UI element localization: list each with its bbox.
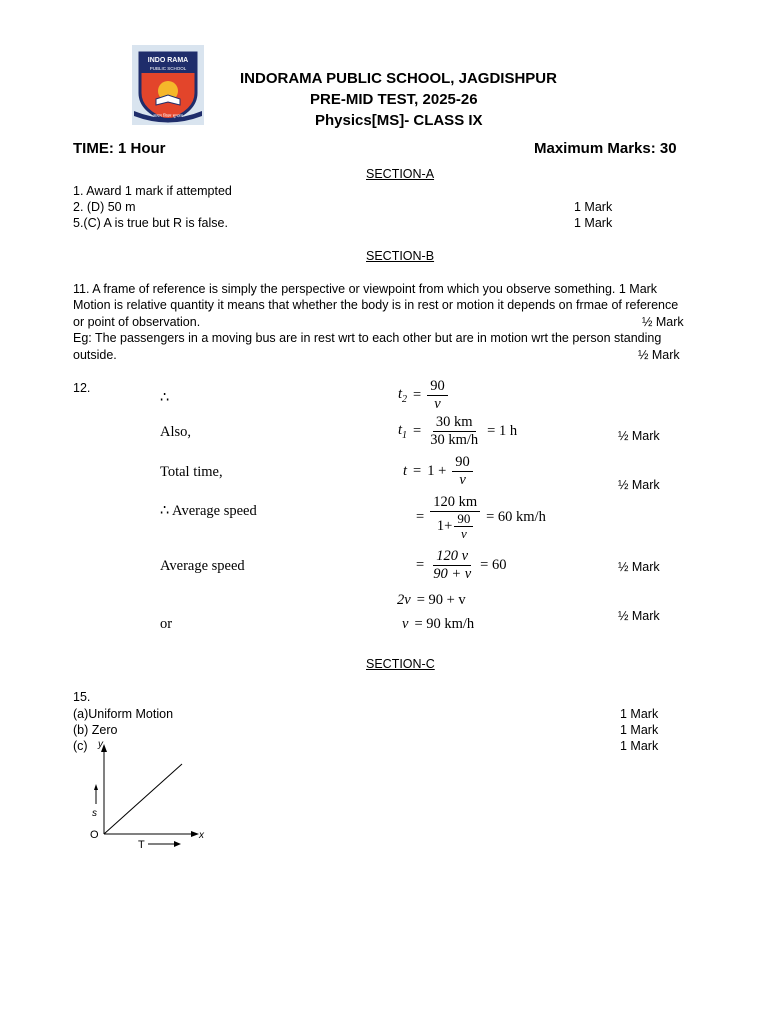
graph-s-label: s <box>92 808 97 819</box>
subject-class: Physics[MS]- CLASS IX <box>315 112 483 129</box>
q12-therefore: ∴ <box>160 390 170 406</box>
graph-x-arrowhead <box>191 831 199 837</box>
section-c-title: SECTION-C <box>366 657 435 671</box>
logo-motto: सत्यम शिवम सुन्दरम <box>153 113 183 118</box>
q12-mark-2: ½ Mark <box>618 478 660 492</box>
q11-line-1: 11. A frame of reference is simply the perspective or viewpoint from which you observe something. 1 Mark <box>73 282 658 296</box>
section-a-title: SECTION-A <box>366 167 435 181</box>
q15-a: (a)Uniform Motion <box>73 707 174 721</box>
q11-line-5: outside. <box>73 348 117 362</box>
q12-total-time: Total time, <box>160 464 223 480</box>
section-b-title: SECTION-B <box>366 249 435 263</box>
q11-line-4: Eg: The passengers in a moving bus are in rest wrt to each other but are in motion wrt the person standing <box>73 331 662 345</box>
logo-text-top: INDO RAMA <box>147 57 189 64</box>
q12-eq4: = 120 km 1+ $\frac{90}{v}$ = 60 km/h <box>416 494 546 541</box>
q12-number: 12. <box>73 381 91 395</box>
max-marks-label: Maximum Marks: 30 <box>534 140 677 157</box>
distance-time-graph <box>86 736 216 852</box>
graph-x-label: x <box>199 830 204 841</box>
section-a-mark-3: 1 Mark <box>574 216 613 230</box>
q12-also: Also, <box>160 424 192 440</box>
t-arrowhead <box>174 841 181 847</box>
q12-mark-1: ½ Mark <box>618 429 660 443</box>
section-a-line-1: 1. Award 1 mark if attempted <box>73 184 232 198</box>
q15-mark-a: 1 Mark <box>620 707 659 721</box>
q15-number: 15. <box>73 690 91 704</box>
q12-eq1: $t_2$ = $\frac{90}{v}$ <box>398 378 448 413</box>
q11-mark-3: ½ Mark <box>642 315 684 329</box>
q12-eq5: = $\frac{120 v}{90 + v}$ = 60 <box>416 548 507 582</box>
q12-eq6: 2v = 90 + v <box>397 592 466 608</box>
q15-mark-c: 1 Mark <box>620 739 659 753</box>
graph-line <box>104 764 182 834</box>
q15-mark-b: 1 Mark <box>620 723 659 737</box>
section-a-line-3: 5.(C) A is true but R is false. <box>73 216 228 230</box>
graph-t-label: T <box>138 839 145 851</box>
graph-origin-label: O <box>90 829 99 841</box>
q12-mark-4: ½ Mark <box>618 609 660 623</box>
section-a-mark-2: 1 Mark <box>574 200 613 214</box>
q12-mark-3: ½ Mark <box>618 560 660 574</box>
section-a-line-2: 2. (D) 50 m <box>73 200 136 214</box>
q11-line-3: or point of observation. <box>73 315 201 329</box>
graph-y-label: y <box>98 739 103 750</box>
q12-eq7: v = 90 km/h <box>402 616 475 632</box>
q12-avg-speed-therefore: ∴ Average speed <box>160 503 257 519</box>
logo-text-sub: PUBLIC SCHOOL <box>149 66 187 71</box>
q12-eq2: $t_1$ = $\frac{30 km}{30 km/h}$ = 1 h <box>398 414 518 448</box>
time-label: TIME: 1 Hour <box>73 140 166 157</box>
test-name: PRE-MID TEST, 2025-26 <box>310 91 478 108</box>
school-name: INDORAMA PUBLIC SCHOOL, JAGDISHPUR <box>240 70 557 87</box>
school-logo <box>132 45 204 125</box>
q12-avg-speed: Average speed <box>160 558 245 574</box>
q15-c: (c) <box>73 739 88 753</box>
q12-or: or <box>160 616 173 632</box>
q12-eq3: t = 1 + $\frac{90}{v}$ <box>403 454 473 489</box>
q11-mark-5: ½ Mark <box>638 348 680 362</box>
q15-b: (b) Zero <box>73 723 118 737</box>
q11-line-2: Motion is relative quantity it means that whether the body is in rest or motion it depends on frmae of reference <box>73 298 679 312</box>
s-arrowhead <box>94 784 98 790</box>
